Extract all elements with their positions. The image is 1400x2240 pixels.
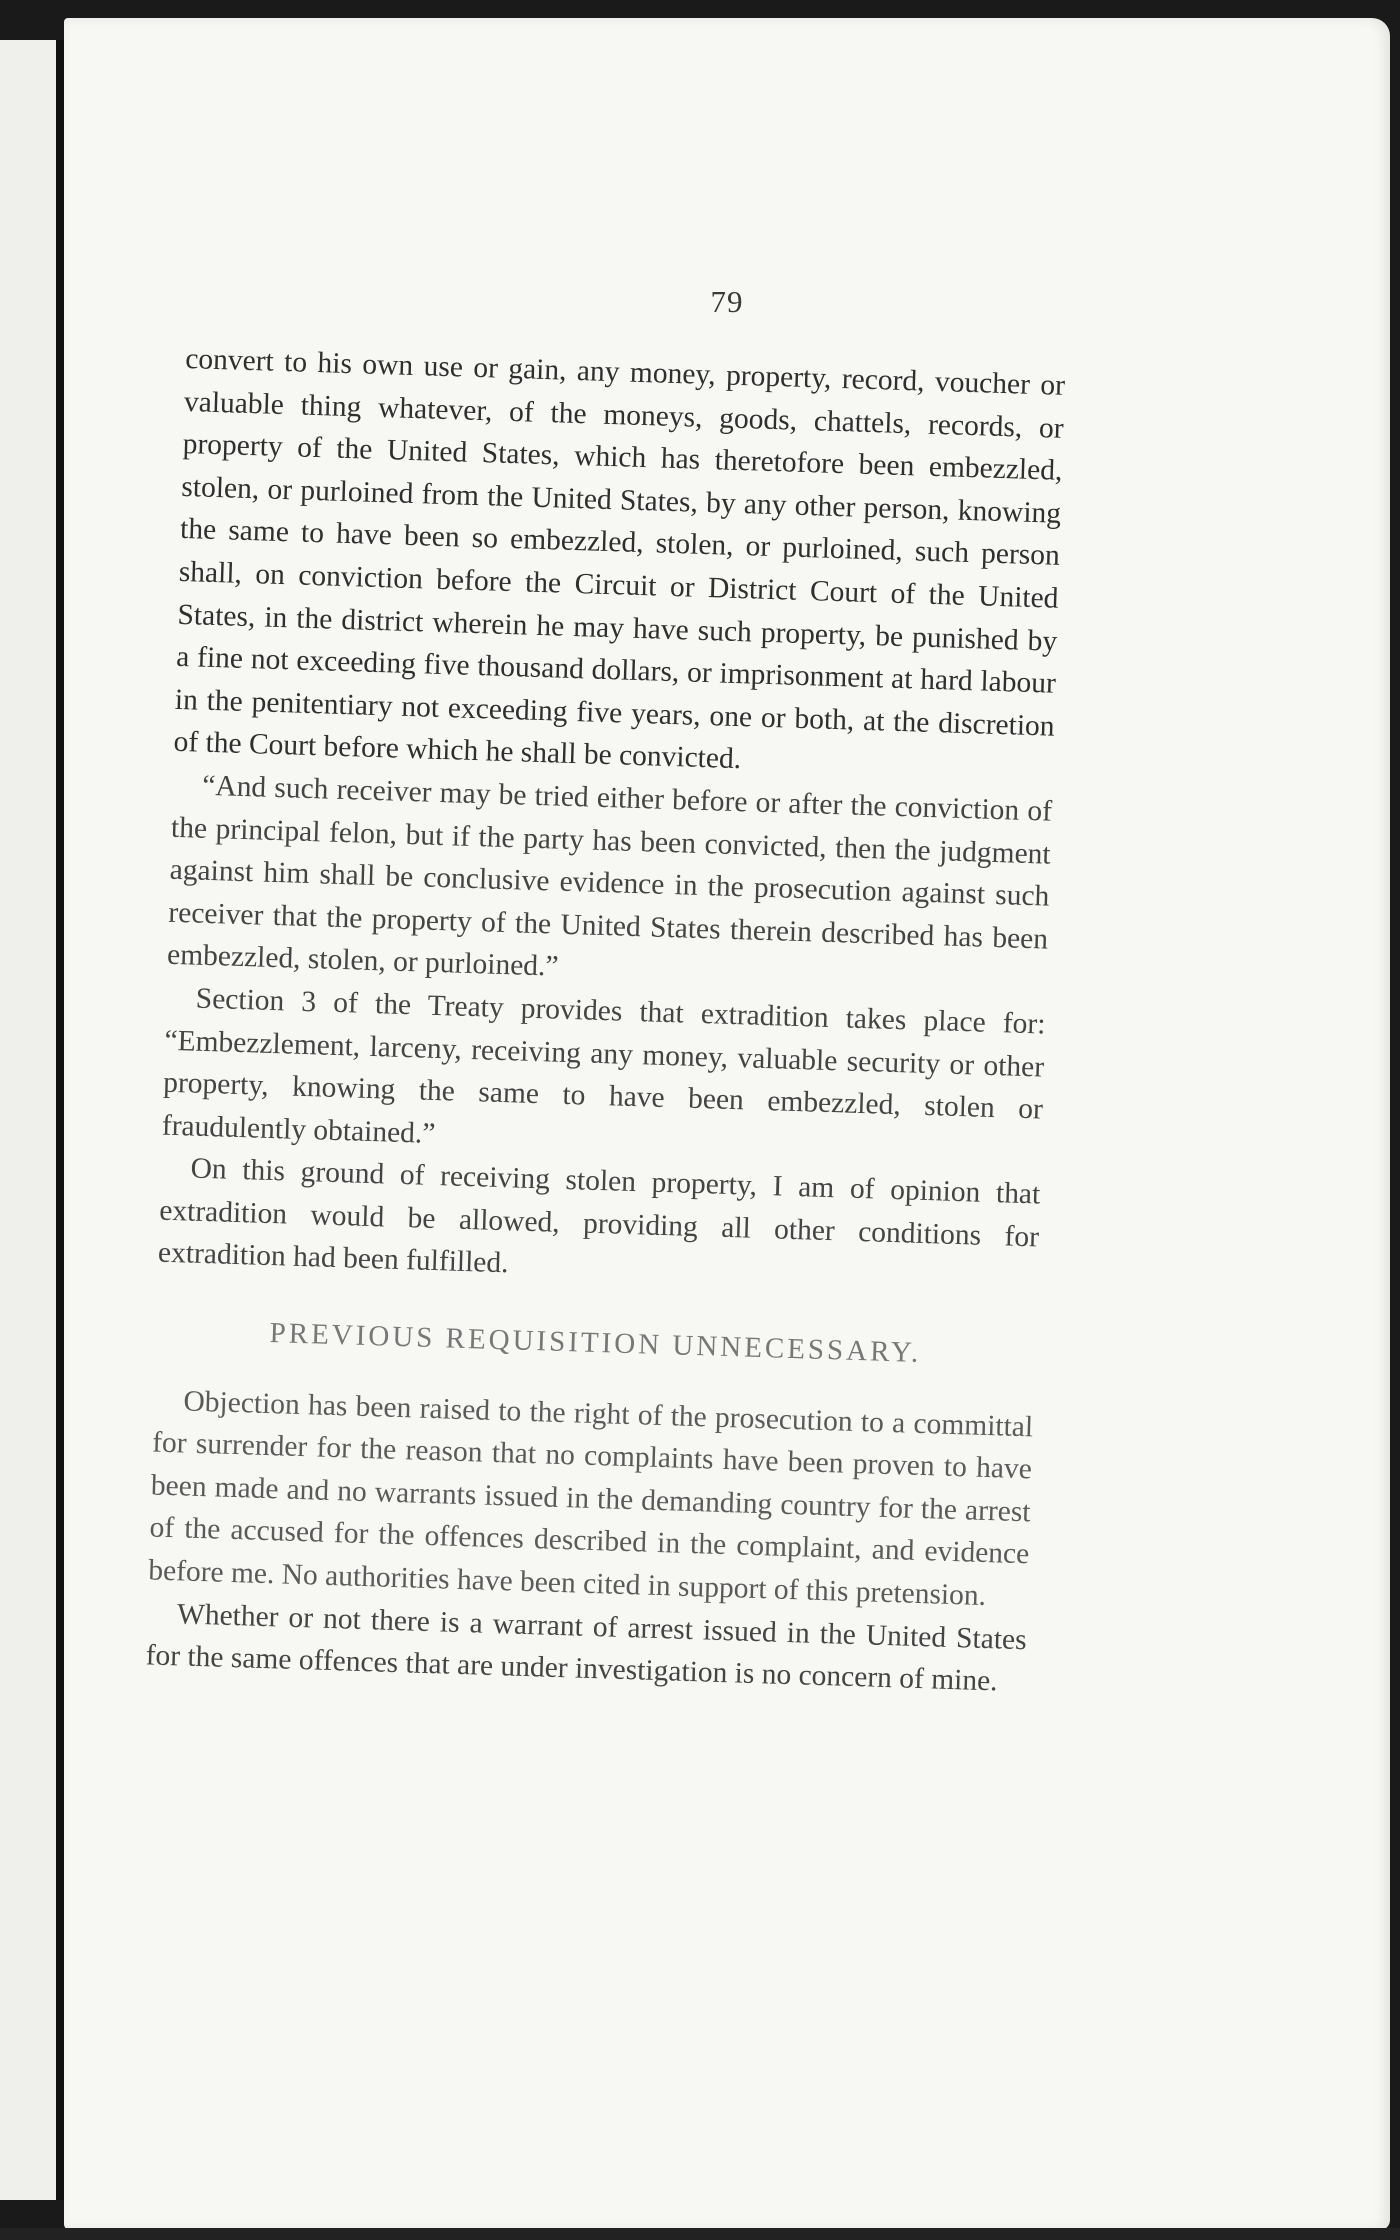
section-heading: PREVIOUS REQUISITION UNNECESSARY.	[269, 1317, 922, 1369]
paragraph-opinion: On this ground of receiving stolen property, I am of opinion that extradition would be allowed, providing all other conditions for extradition had been fulfilled.	[157, 1152, 1041, 1280]
paragraph-statute-continuation: convert to his own use or gain, any money, property, record, voucher or valuable thing whatever, of the moneys, goods, chattels, records, or property of the United States, which has theretofore been embezzled, stolen, or purloined from the United States, by any other person, knowing the same to have been so embezzled, stolen, or purloined, such person shall, on conviction before the Circuit or District Court of the United States, in the district wherein he may have such property, be punished by a fine not exceeding five thousand dollars, or imprisonment at hard labour in the penitentiary not exceeding five years, one or both, at the discretion of the Court before which he shall be convicted.	[173, 342, 1066, 776]
scan-bottom-edge	[0, 2228, 1400, 2240]
previous-page-edge	[0, 40, 64, 2200]
paragraph-objection: Objection has been raised to the right of the prosecution to a committal for surrender for the reason that no complaints have been proven to have been made and no warrants issued in the demanding country for the arrest of the accused for the offences described in the complaint, and evidence before me. No authorities have been cited in support of this pretension.	[147, 1385, 1034, 1613]
page-body	[145, 338, 1066, 1704]
page-number: 79	[710, 284, 744, 319]
paragraph-receiver-quote: “And such receiver may be tried either before or after the conviction of the principal felon, but if the party has been convicted, then the judgment against him shall be conclusive evidence in the prosecution against such receiver that the property of the United States therein described has been embezzled, stolen, or purloined.”	[166, 769, 1053, 983]
paragraph-treaty-section-3: Section 3 of the Treaty provides that extradition takes place for: “Embezzlement, larceny, receiving any money, valuable security or other property, knowing the same to have been embezzled, stolen or fraudulently obtained.”	[161, 982, 1046, 1150]
paragraph-warrant: Whether or not there is a warrant of arrest issued in the United States for the same offences that are under investigation is no concern of mine.	[145, 1597, 1028, 1698]
book-page	[64, 18, 1390, 2230]
